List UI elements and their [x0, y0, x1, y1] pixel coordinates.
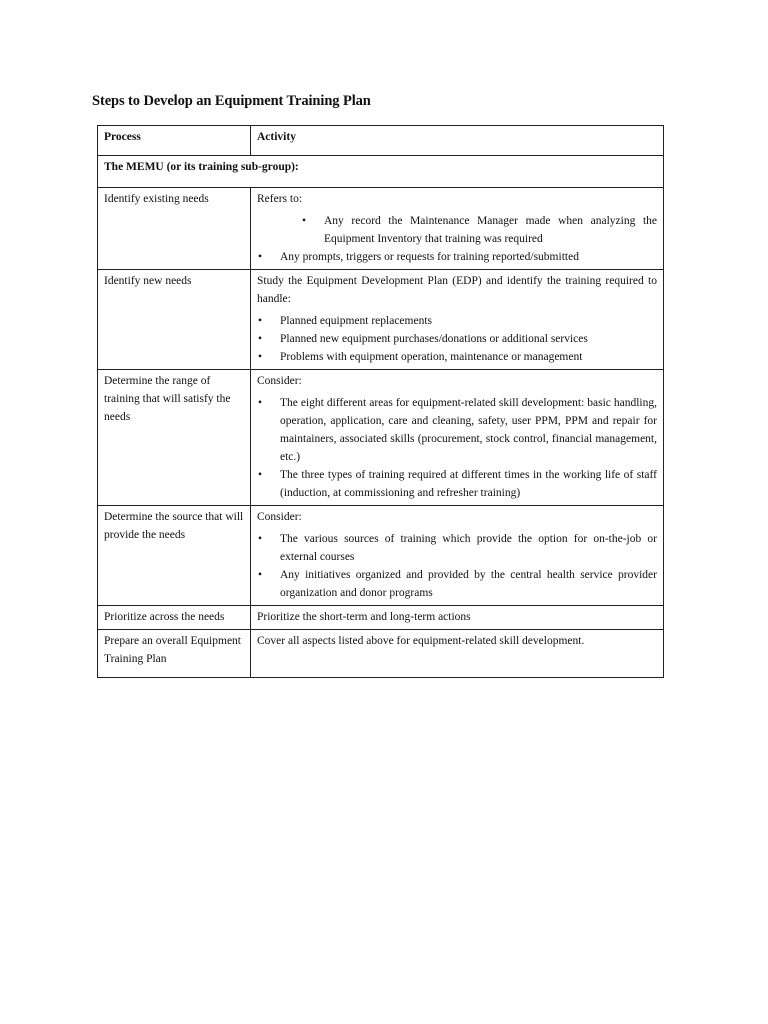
list-item: • The eight different areas for equipment-related skill development: basic handling, operation, application, care and cleaning, safety, user PPM, PPM and repair for maintainers, associated skills (procurement, stock control, financial management, etc.): [257, 394, 657, 466]
table-row: [98, 506, 664, 606]
table-row: [98, 630, 664, 678]
training-plan-table: [97, 125, 664, 678]
nested-bullet-list: [257, 212, 657, 248]
process-cell: Prepare an overall Equipment Training Plan: [98, 630, 251, 678]
activity-intro: Prioritize the short-term and long-term actions: [257, 611, 471, 623]
activity-cell: [251, 506, 664, 606]
process-cell: Determine the source that will provide the needs: [98, 506, 251, 606]
list-item: • Problems with equipment operation, maintenance or management: [257, 348, 657, 366]
list-item: • Any record the Maintenance Manager made when analyzing the Equipment Inventory that training was required: [257, 212, 657, 248]
process-cell: Prioritize across the needs: [98, 606, 251, 630]
process-column-header: Process: [98, 126, 251, 156]
list-item: • Any prompts, triggers or requests for training reported/submitted: [257, 248, 657, 266]
activity-cell: [251, 270, 664, 370]
table-row: [98, 370, 664, 506]
list-item: • Planned new equipment purchases/donations or additional services: [257, 330, 657, 348]
activity-intro: Cover all aspects listed above for equipment-related skill development.: [257, 635, 585, 647]
bullet-list: [257, 530, 657, 602]
table-row: [98, 270, 664, 370]
bullet-list: [257, 394, 657, 502]
bullet-list: [257, 248, 657, 266]
activity-cell: [251, 370, 664, 506]
bullet-list: [257, 312, 657, 366]
activity-intro: Consider:: [257, 375, 302, 387]
activity-column-header: Activity: [251, 126, 664, 156]
group-label: The MEMU (or its training sub-group):: [98, 156, 664, 188]
process-cell: Identify new needs: [98, 270, 251, 370]
list-item: • The three types of training required at different times in the working life of staff (induction, at commissioning and refresher training): [257, 466, 657, 502]
table-header-row: [98, 126, 664, 156]
list-item: • Any initiatives organized and provided by the central health service provider organization and donor programs: [257, 566, 657, 602]
activity-intro: Consider:: [257, 511, 302, 523]
activity-cell: [251, 606, 664, 630]
table-row: [98, 606, 664, 630]
document-title: Steps to Develop an Equipment Training Plan: [92, 93, 371, 109]
activity-cell: [251, 630, 664, 678]
activity-intro: Study the Equipment Development Plan (EDP) and identify the training required to handle:: [257, 275, 657, 305]
activity-intro: Refers to:: [257, 193, 303, 205]
list-item: • The various sources of training which provide the option for on-the-job or external courses: [257, 530, 657, 566]
process-cell: Identify existing needs: [98, 188, 251, 270]
table-row: [98, 188, 664, 270]
list-item: • Planned equipment replacements: [257, 312, 657, 330]
activity-cell: [251, 188, 664, 270]
group-row: [98, 156, 664, 188]
process-cell: Determine the range of training that will satisfy the needs: [98, 370, 251, 506]
